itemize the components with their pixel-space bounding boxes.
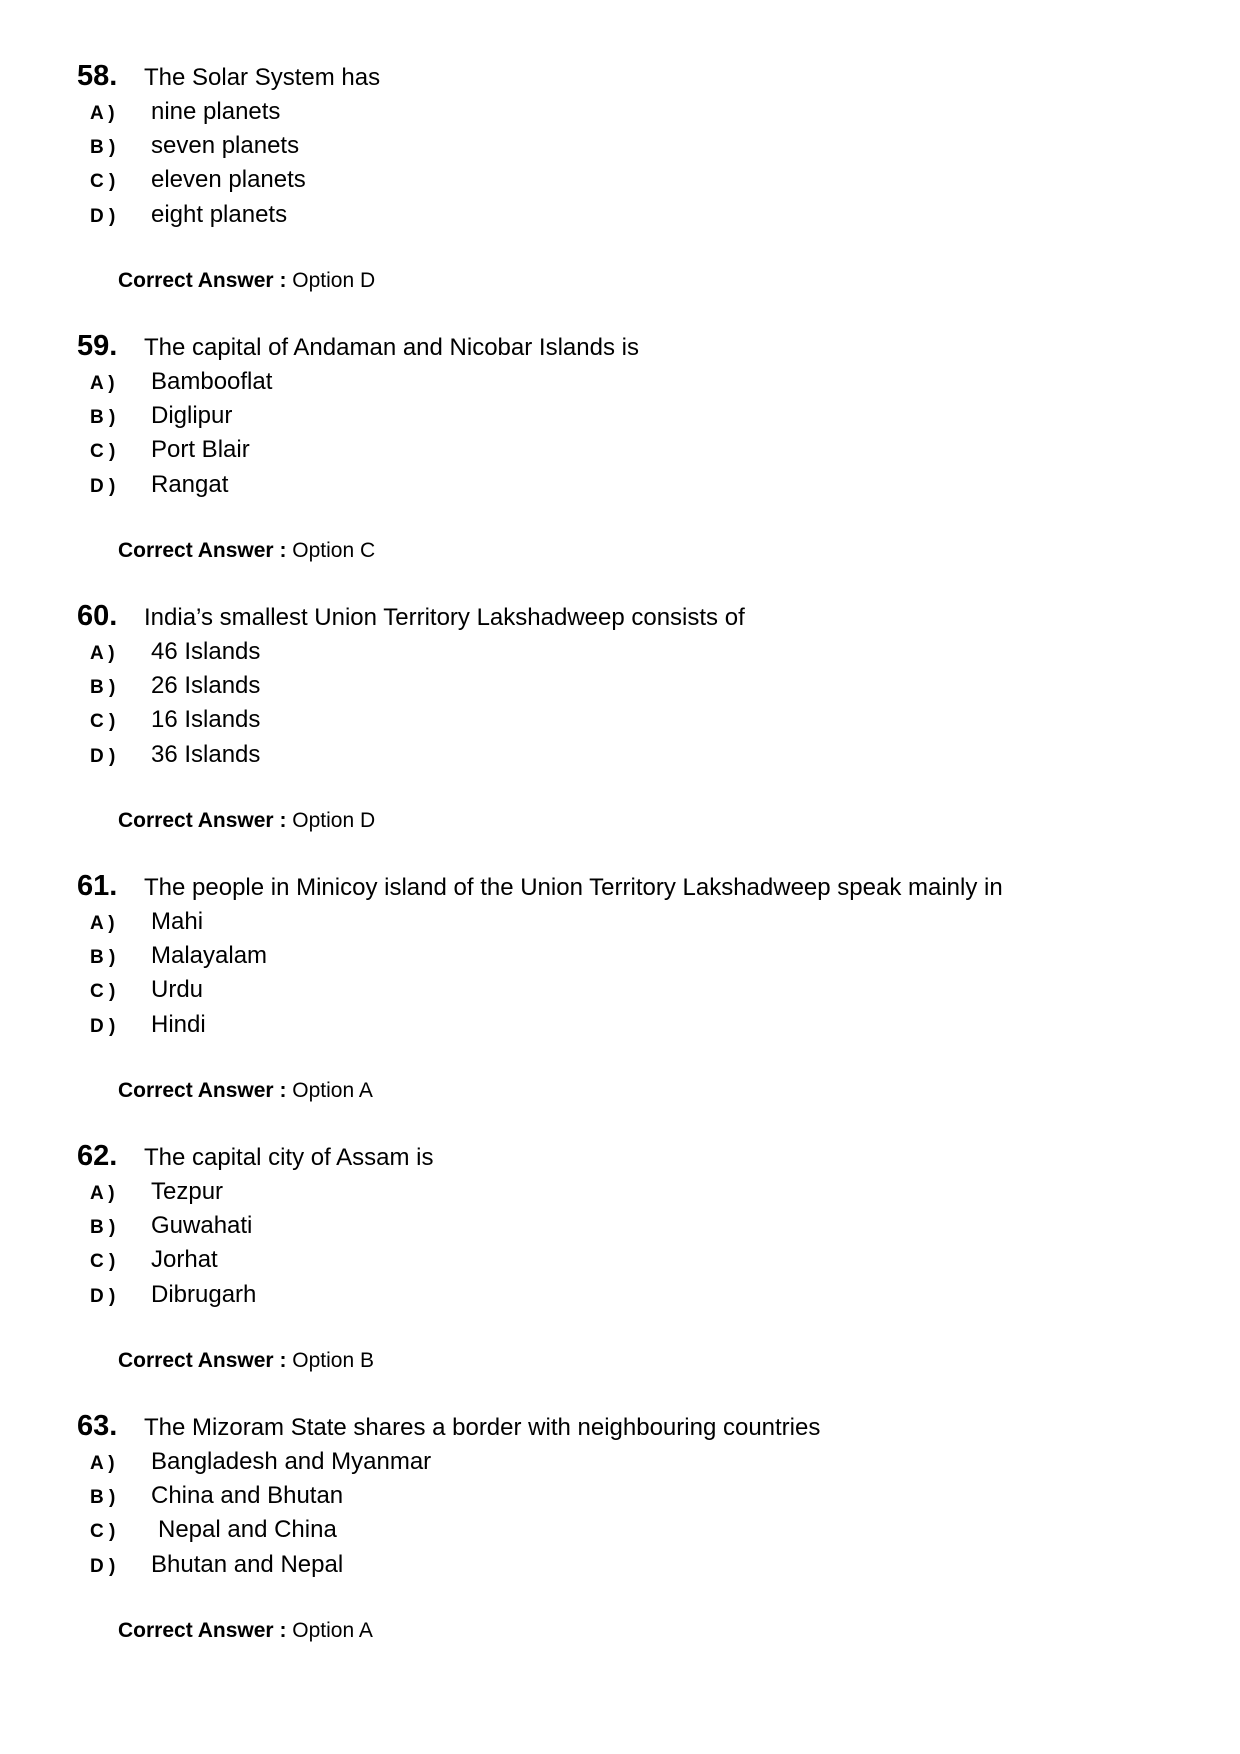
- option-text: Jorhat: [151, 1246, 218, 1273]
- option-b: [90, 942, 267, 972]
- option-text: Bangladesh and Myanmar: [151, 1448, 432, 1475]
- option-letter: C ): [90, 1521, 116, 1542]
- option-text: Diglipur: [151, 402, 233, 429]
- correct-answer: [118, 1079, 373, 1103]
- option-letter: A ): [90, 643, 115, 664]
- option-letter: A ): [90, 1183, 115, 1204]
- question-header: [77, 1410, 820, 1446]
- option-d: [90, 1281, 256, 1311]
- option-letter: C ): [90, 711, 116, 732]
- option-text: Mahi: [151, 908, 204, 935]
- correct-answer-value: Option C: [292, 539, 376, 562]
- option-text: 46 Islands: [151, 638, 261, 665]
- question-text: The capital of Andaman and Nicobar Islands is: [144, 334, 639, 361]
- option-letter: A ): [90, 913, 115, 934]
- option-text: Hindi: [151, 1011, 206, 1038]
- option-letter: C ): [90, 441, 116, 462]
- option-letter: B ): [90, 947, 116, 968]
- correct-answer-label: Correct Answer :: [118, 269, 287, 292]
- question-number: 58.: [77, 60, 118, 92]
- option-text: Tezpur: [151, 1178, 224, 1205]
- correct-answer-label: Correct Answer :: [118, 1619, 287, 1642]
- correct-answer-label: Correct Answer :: [118, 1079, 287, 1102]
- question-number: 59.: [77, 330, 118, 362]
- option-letter: D ): [90, 1556, 116, 1577]
- option-text: Rangat: [151, 471, 229, 498]
- option-text: Bhutan and Nepal: [151, 1551, 344, 1578]
- option-letter: C ): [90, 981, 116, 1002]
- option-letter: C ): [90, 171, 116, 192]
- option-letter: A ): [90, 373, 115, 394]
- correct-answer: [118, 1619, 373, 1643]
- option-a: [90, 98, 280, 128]
- option-letter: D ): [90, 476, 116, 497]
- option-d: [90, 1551, 343, 1581]
- question-header: [77, 60, 380, 96]
- option-c: [90, 706, 260, 736]
- option-letter: A ): [90, 1453, 115, 1474]
- question-number: 60.: [77, 600, 118, 632]
- option-text: eleven planets: [151, 166, 306, 193]
- option-c: [90, 1246, 218, 1276]
- question-header: [77, 870, 1003, 906]
- option-letter: B ): [90, 1487, 116, 1508]
- option-a: [90, 908, 203, 938]
- correct-answer-value: Option B: [292, 1349, 374, 1372]
- option-letter: B ): [90, 407, 116, 428]
- option-text: Bambooflat: [151, 368, 273, 395]
- question-text: The Mizoram State shares a border with neighbouring countries: [144, 1414, 821, 1441]
- option-letter: B ): [90, 677, 116, 698]
- option-text: 26 Islands: [151, 672, 261, 699]
- option-letter: D ): [90, 1016, 116, 1037]
- option-b: [90, 132, 299, 162]
- option-d: [90, 201, 287, 231]
- option-c: [90, 1516, 337, 1546]
- correct-answer: [118, 809, 375, 833]
- correct-answer: [118, 269, 375, 293]
- option-text: Dibrugarh: [151, 1281, 257, 1308]
- option-b: [90, 1212, 252, 1242]
- option-text: Port Blair: [151, 436, 250, 463]
- option-letter: D ): [90, 746, 116, 767]
- option-c: [90, 166, 306, 196]
- option-text: 36 Islands: [151, 741, 261, 768]
- option-text: eight planets: [151, 201, 288, 228]
- option-letter: D ): [90, 206, 116, 227]
- option-letter: A ): [90, 103, 115, 124]
- option-text: Nepal and China: [158, 1516, 337, 1543]
- option-c: [90, 436, 250, 466]
- option-d: [90, 471, 228, 501]
- option-text: 16 Islands: [151, 706, 261, 733]
- correct-answer: [118, 539, 375, 563]
- question-number: 63.: [77, 1410, 118, 1442]
- correct-answer-value: Option A: [292, 1079, 373, 1102]
- option-a: [90, 1448, 431, 1478]
- option-letter: C ): [90, 1251, 116, 1272]
- option-text: Malayalam: [151, 942, 268, 969]
- correct-answer: [118, 1349, 374, 1373]
- question-number: 61.: [77, 870, 118, 902]
- correct-answer-value: Option D: [292, 269, 376, 292]
- option-c: [90, 976, 203, 1006]
- question-text: India’s smallest Union Territory Lakshadweep consists of: [144, 604, 745, 631]
- option-d: [90, 741, 260, 771]
- option-a: [90, 1178, 223, 1208]
- correct-answer-value: Option D: [292, 809, 376, 832]
- option-text: seven planets: [151, 132, 300, 159]
- option-a: [90, 638, 260, 668]
- correct-answer-value: Option A: [292, 1619, 373, 1642]
- question-text: The people in Minicoy island of the Union Territory Lakshadweep speak mainly in: [144, 874, 1003, 901]
- question-number: 62.: [77, 1140, 118, 1172]
- question-text: The Solar System has: [144, 64, 381, 91]
- option-a: [90, 368, 272, 398]
- option-letter: D ): [90, 1286, 116, 1307]
- question-text: The capital city of Assam is: [144, 1144, 434, 1171]
- correct-answer-label: Correct Answer :: [118, 809, 287, 832]
- correct-answer-label: Correct Answer :: [118, 1349, 287, 1372]
- option-letter: B ): [90, 1217, 116, 1238]
- option-text: Guwahati: [151, 1212, 253, 1239]
- option-b: [90, 402, 232, 432]
- option-b: [90, 1482, 343, 1512]
- question-header: [77, 1140, 433, 1176]
- option-text: China and Bhutan: [151, 1482, 344, 1509]
- correct-answer-label: Correct Answer :: [118, 539, 287, 562]
- option-text: nine planets: [151, 98, 281, 125]
- option-b: [90, 672, 260, 702]
- option-text: Urdu: [151, 976, 204, 1003]
- question-header: [77, 600, 745, 636]
- option-letter: B ): [90, 137, 116, 158]
- option-d: [90, 1011, 206, 1041]
- question-header: [77, 330, 639, 366]
